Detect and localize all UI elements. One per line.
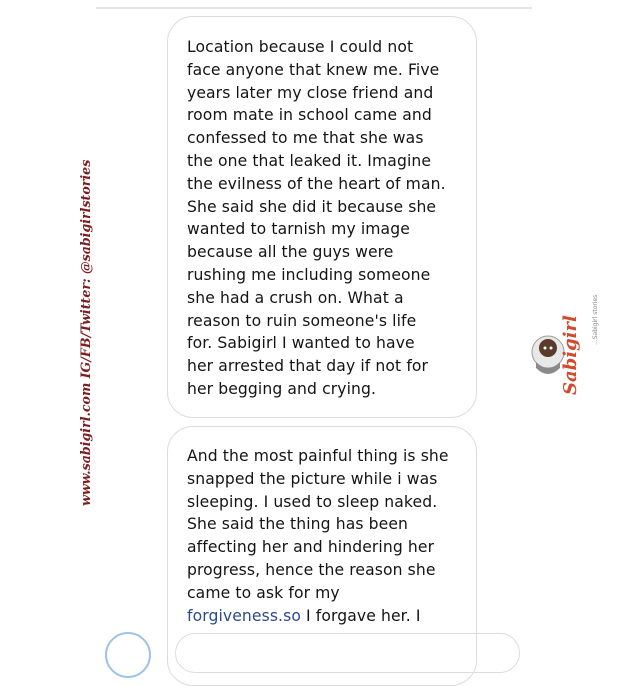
top-divider	[96, 7, 532, 9]
message-text	[187, 445, 476, 627]
watermark-text: www.sabigirl.com IG/FB/Twitter: @sabigirlstories	[78, 159, 93, 506]
message-bubble[interactable]	[175, 633, 520, 673]
message-link[interactable]: forgiveness.so	[187, 606, 301, 625]
logo-subtext: ...Sabigirl stories	[592, 294, 599, 345]
message-text-part: And the most painful thing is she snapped the picture while i was sleeping. I used to sleep naked. She said the thing has been affecting her and hindering her progress, hence the reason she came to ask for my	[187, 447, 449, 602]
message-text-part: I forgave her. I	[300, 606, 421, 625]
logo-text: Sabigirl	[560, 315, 581, 395]
message-text: Location because I could not face anyone that knew me. Five years later my close friend and room mate in school came and confessed to me that she was the one that leaked it. Imagine the evilness of the heart of man. She said she did it because she wanted to tarnish my image because all the guys were rushing me including someone she had a crush on. What a reason to ruin someone's life for. Sabigirl I wanted to have her arrested that day if not for her begging and crying.	[187, 38, 446, 398]
message-bubble[interactable]	[167, 16, 477, 418]
avatar[interactable]	[105, 632, 151, 678]
